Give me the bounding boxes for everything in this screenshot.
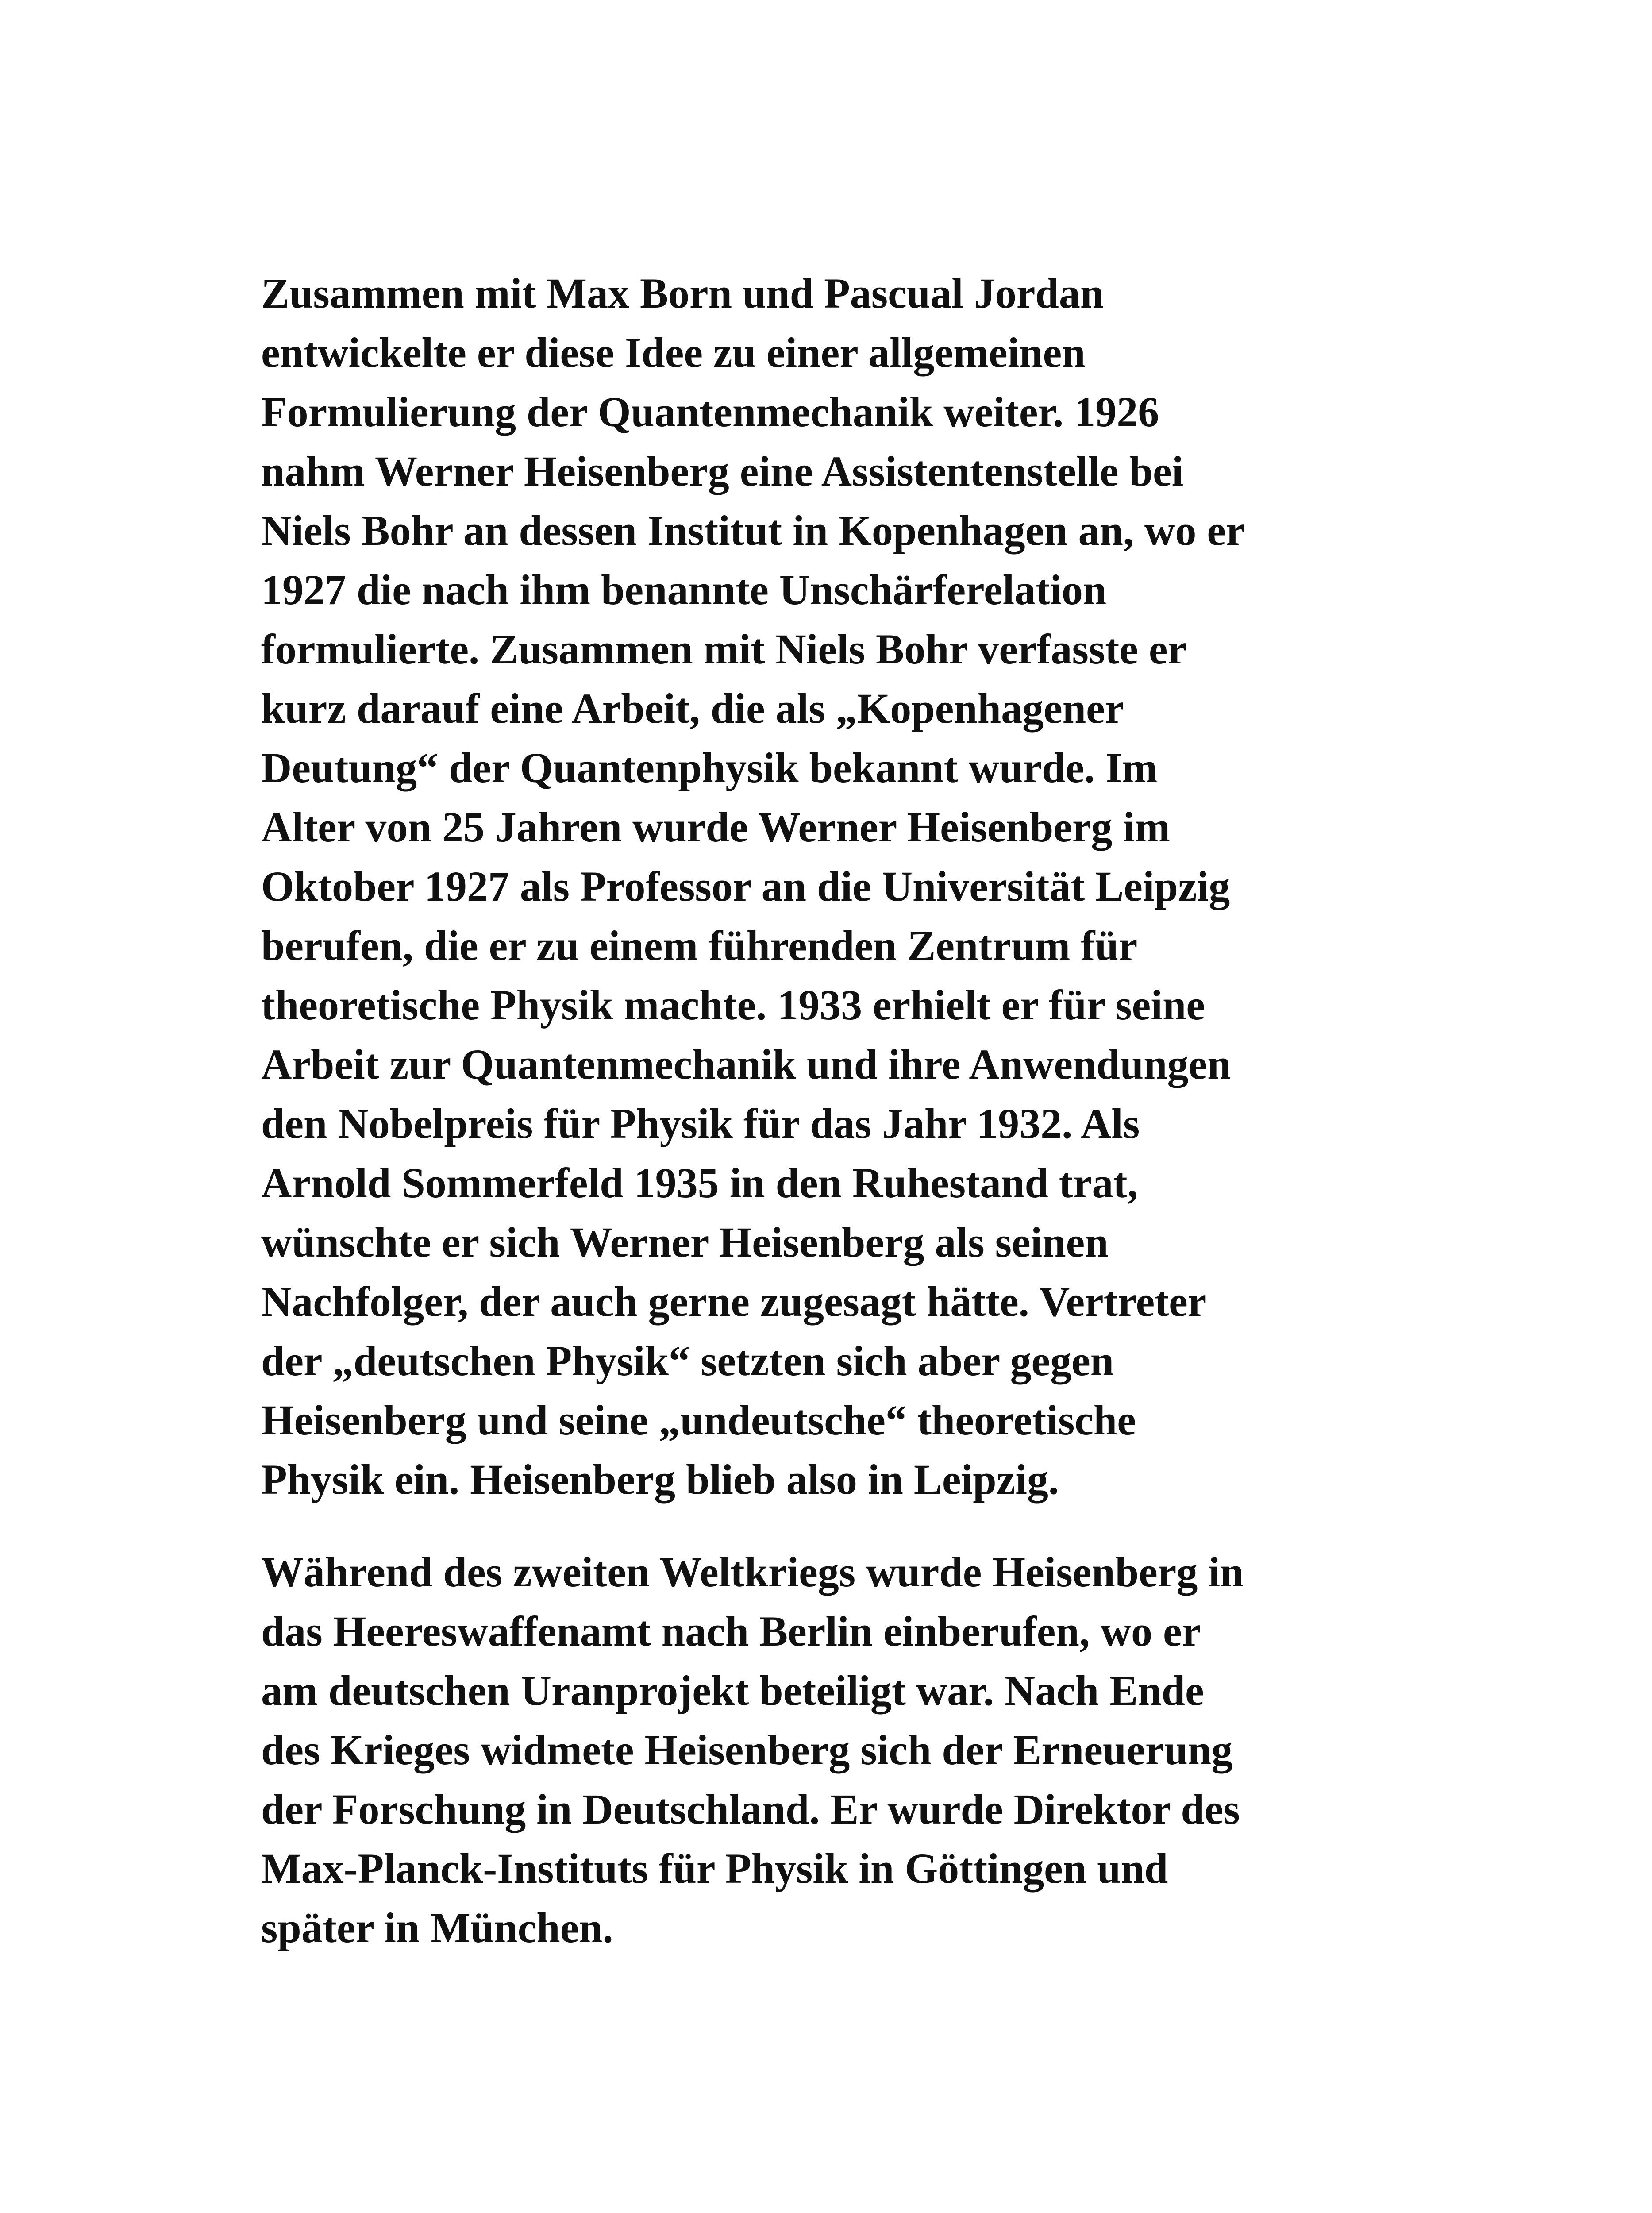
paragraph-line: Max-Planck-Instituts für Physik in Göttingen und	[261, 1845, 1168, 1892]
paragraph-line: später in München.	[261, 1904, 613, 1951]
paragraph-line: Heisenberg und seine „undeutsche“ theoretische	[261, 1396, 1136, 1444]
paragraph-line: wünschte er sich Werner Heisenberg als seinen	[261, 1218, 1109, 1266]
paragraph-line: das Heereswaffenamt nach Berlin einberufen, wo er	[261, 1608, 1201, 1655]
paragraph-line: formulierte. Zusammen mit Niels Bohr verfasste er	[261, 625, 1187, 673]
paragraph-line: Formulierung der Quantenmechanik weiter. 1926	[261, 388, 1159, 436]
paragraph-line: entwickelte er diese Idee zu einer allgemeinen	[261, 329, 1086, 376]
paragraph-line: Arnold Sommerfeld 1935 in den Ruhestand trat,	[261, 1159, 1138, 1207]
paragraph-line: der Forschung in Deutschland. Er wurde Direktor des	[261, 1785, 1240, 1833]
paragraph-line: der „deutschen Physik“ setzten sich aber gegen	[261, 1337, 1114, 1384]
paragraph-line: 1927 die nach ihm benannte Unschärferelation	[261, 566, 1107, 613]
paragraph-line: den Nobelpreis für Physik für das Jahr 1932. Als	[261, 1100, 1140, 1147]
paragraph-line: Alter von 25 Jahren wurde Werner Heisenberg im	[261, 803, 1171, 851]
paragraph-line: Physik ein. Heisenberg blieb also in Leipzig.	[261, 1456, 1059, 1503]
paragraph-line: Zusammen mit Max Born und Pascual Jordan	[261, 270, 1104, 317]
paragraph-line: Deutung“ der Quantenphysik bekannt wurde. Im	[261, 744, 1158, 791]
paragraph-line: Arbeit zur Quantenmechanik und ihre Anwendungen	[261, 1041, 1231, 1088]
paragraph-line: nahm Werner Heisenberg eine Assistentenstelle bei	[261, 447, 1184, 495]
paragraph-line: Während des zweiten Weltkriegs wurde Heisenberg in	[261, 1548, 1244, 1596]
paragraph-line: Nachfolger, der auch gerne zugesagt hätte. Vertreter	[261, 1278, 1207, 1325]
paragraph-line: des Krieges widmete Heisenberg sich der Erneuerung	[261, 1726, 1233, 1773]
paragraph-line: berufen, die er zu einem führenden Zentrum für	[261, 922, 1138, 969]
paragraph-line: theoretische Physik machte. 1933 erhielt er für seine	[261, 981, 1205, 1029]
paragraph-line: am deutschen Uranprojekt beteiligt war. Nach Ende	[261, 1667, 1204, 1714]
paragraph-1	[261, 264, 1394, 1509]
paragraph-2	[261, 1542, 1394, 1958]
paragraph-line: Oktober 1927 als Professor an die Universität Leipzig	[261, 863, 1230, 910]
paragraph-line: Niels Bohr an dessen Institut in Kopenhagen an, wo er	[261, 507, 1245, 554]
paragraph-line: kurz darauf eine Arbeit, die als „Kopenhagener	[261, 685, 1124, 732]
